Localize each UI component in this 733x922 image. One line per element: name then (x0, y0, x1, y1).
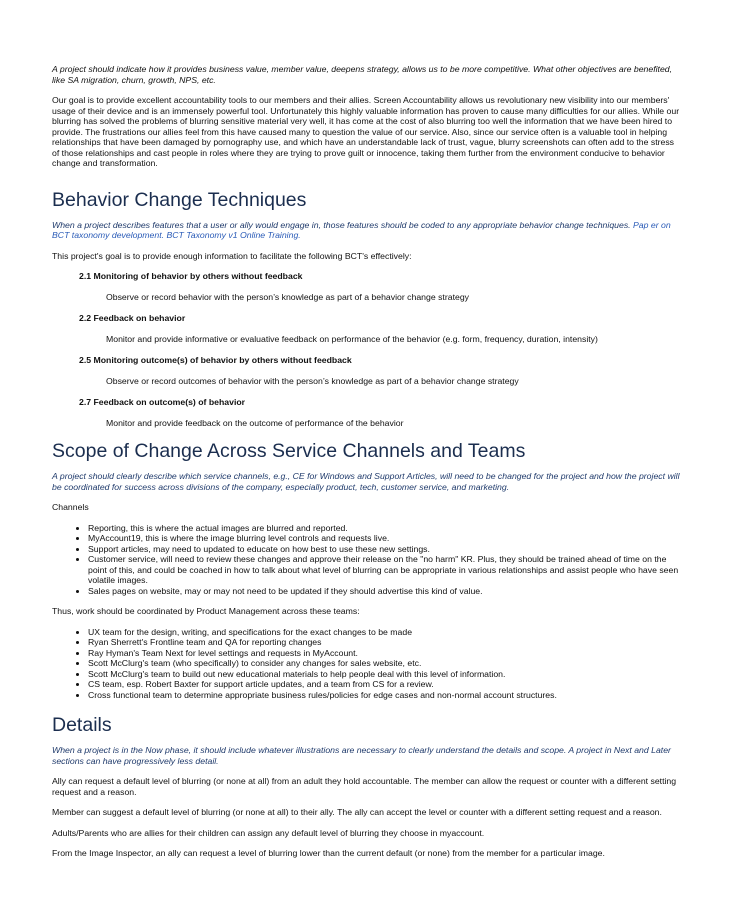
list-item: • Scott McClurg's team to build out new educational materials to help people deal with this level of information. (88, 669, 682, 680)
bct-item-desc: Monitor and provide feedback on the outcome of performance of the behavior (106, 417, 404, 428)
channels-label: Channels (52, 502, 89, 512)
bct-training-link[interactable]: BCT Taxonomy v1 Online Training. (166, 230, 301, 240)
list-item: • MyAccount19, this is where the image blurring level controls and requests live. (88, 533, 682, 544)
bct-item-title: 2.7 Feedback on outcome(s) of behavior (79, 397, 246, 407)
bct-lead: This project's goal is to provide enough information to facilitate the following BCT's effectively: (52, 250, 412, 261)
details-paragraph: From the Image Inspector, an ally can request a level of blurring lower than the current default (or none) from the member for a particular image. (52, 848, 605, 858)
bct-note (52, 220, 682, 241)
list-item: • Scott McClurg's team (who specifically) to consider any changes for sales website, etc. (88, 658, 682, 669)
details-paragraph: Ally can request a default level of blurring (or none at all) from an adult they hold accountable. The member can allow the request or counter with a different setting request and a reason. (52, 776, 677, 797)
bct-item-title: 2.2 Feedback on behavior (79, 313, 186, 323)
list-item: • UX team for the design, writing, and specifications for the exact changes to be made (88, 627, 682, 638)
bct-paper-link[interactable]: Pap er on BCT taxonomy development. (52, 219, 671, 240)
bct-item (79, 271, 682, 302)
bct-item-desc: Observe or record outcomes of behavior with the person’s knowledge as part of a behavior change strategy (106, 375, 519, 386)
list-item: • Reporting, this is where the actual images are blurred and reported. (88, 523, 682, 534)
list-item: • Customer service, will need to review these changes and approve their release on the "no harm" KR. Plus, they should be trained ahead of time on the point of this, and could be coached in how to talk about what level of blurring can be appropriate in various relationships and assist people who have seen volatile images. (88, 554, 682, 586)
bct-note-text: When a project describes features that a user or ally would engage in, those features should be coded to any appropriate behavior change techniques. (52, 219, 631, 230)
document-page (52, 64, 682, 869)
bct-item-desc: Monitor and provide informative or evaluative feedback on performance of the behavior (e.g. form, frequency, duration, intensity) (106, 333, 598, 344)
details-paragraph: Adults/Parents who are allies for their children can assign any default level of blurring they choose in myaccount. (52, 827, 485, 838)
intro-note: A project should indicate how it provides business value, member value, deepens strategy, allows us to be more competitive. What other objectives are benefited, like SA migration, churn, growth, NPS, etc. (52, 64, 673, 85)
list-item: • Cross functional team to determine appropriate business rules/policies for edge cases and non-normal account structures. (88, 690, 682, 701)
goal-paragraph: Our goal is to provide excellent accountability tools to our members and their allies. Screen Accountability allows us revolutionary new visibility into our members' usage of their device and is an immensely powerful tool. Unfortunately this highly valuable information has proven to cause many difficulties for our allies. While our blurring has solved the problems of blurring sensitive material very well, it has come at the cost of also blurring too well the information that we have been hired to provide. The frustrations our allies feel from this have caused many to question the value of our service. Also, since our service often is a valuable tool in helping relationships that have been damaged by pornography use, and which have an understandable lack of trust, vague, blurry screenshots can often add to the stress of those relationships and cast people in roles where they are trying to prove guilt or innocence, taking them further from the environment conducive to behavior change and transformation. (52, 95, 680, 168)
bct-item-title: 2.5 Monitoring outcome(s) of behavior by others without feedback (79, 355, 352, 365)
details-heading: Details (52, 714, 112, 736)
bct-item (79, 313, 682, 344)
bct-item-title: 2.1 Monitoring of behavior by others without feedback (79, 271, 303, 281)
details-note: When a project is in the Now phase, it should include whatever illustrations are necessary to clearly understand the details and scope. A project in Next and Later sections can have progressively less detail. (52, 745, 671, 766)
teams-label: Thus, work should be coordinated by Product Management across these teams: (52, 606, 360, 616)
bct-item (79, 355, 682, 386)
bct-item (79, 397, 682, 428)
bct-heading: Behavior Change Techniques (52, 188, 307, 211)
scope-note: A project should clearly describe which service channels, e.g., CE for Windows and Support Articles, will need to be changed for the project and how the project will be coordinated for success across divisions of the company, especially product, tech, customer service, and marketing. (52, 471, 680, 492)
list-item: • Support articles, may need to updated to educate on how best to use these new settings. (88, 544, 682, 555)
teams-list (52, 627, 682, 701)
list-item: • Ryan Sherrett's Frontline team and QA for reporting changes (88, 637, 682, 648)
list-item: • Sales pages on website, may or may not need to be updated if they should advertise this kind of value. (88, 586, 682, 597)
scope-heading: Scope of Change Across Service Channels and Teams (52, 440, 526, 462)
details-paragraph: Member can suggest a default level of blurring (or none at all) to their ally. The ally can accept the level or counter with a different setting request and a reason. (52, 807, 662, 817)
list-item: • Ray Hyman's Team Next for level settings and requests in MyAccount. (88, 648, 682, 659)
list-item: • CS team, esp. Robert Baxter for support article updates, and a team from CS for a review. (88, 679, 682, 690)
channels-list (52, 523, 682, 597)
bct-item-desc: Observe or record behavior with the person’s knowledge as part of a behavior change strategy (106, 291, 469, 302)
